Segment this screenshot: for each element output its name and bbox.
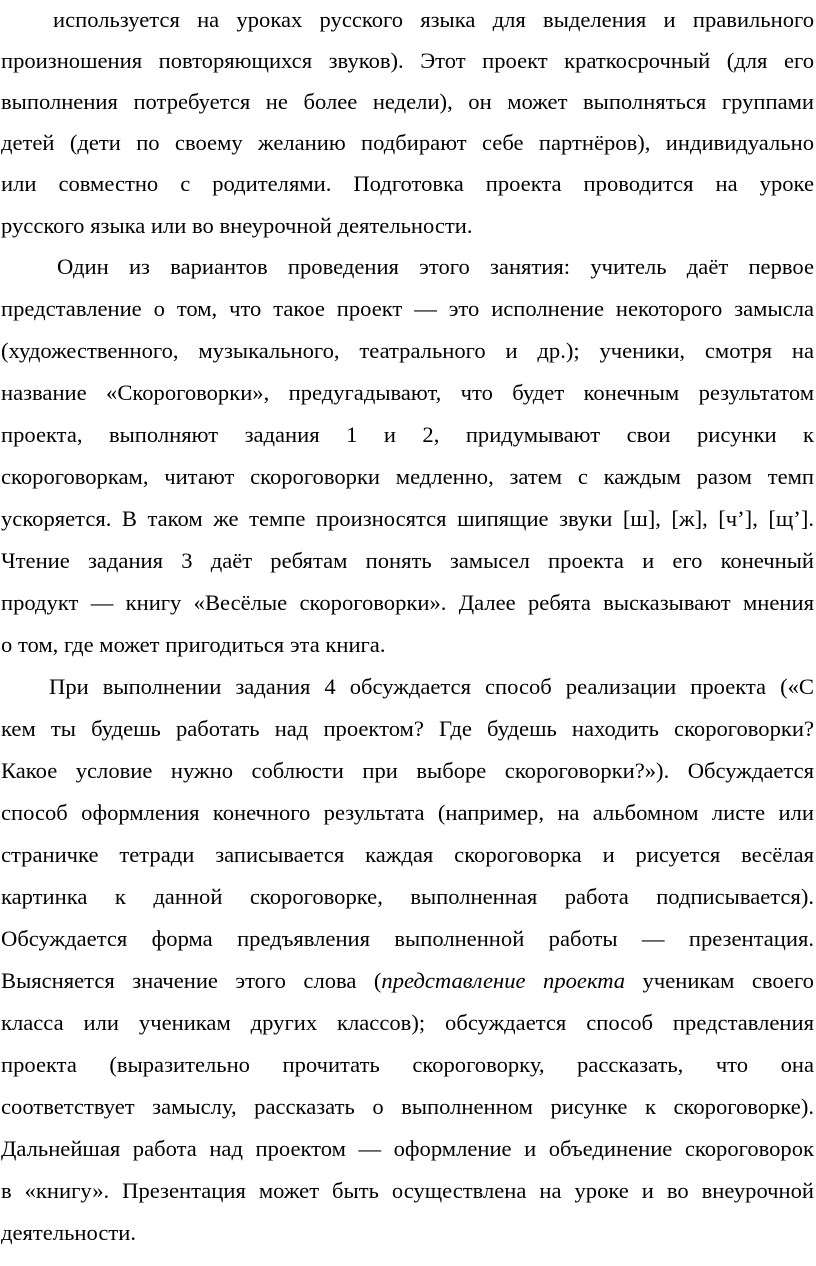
- text-line: продукт — книгу «Весёлые скороговорки». Далее ребята высказывают мнения: [1, 590, 814, 615]
- text-line: [1, 960, 814, 1002]
- text-line: картинка к данной скороговорке, выполненная работа подписывается).: [1, 884, 814, 909]
- text-line: страничке тетради записывается каждая скороговорка и рисуется весёлая: [1, 842, 814, 867]
- text-line: проекта (выразительно прочитать скороговорку, рассказать, что она: [1, 1052, 814, 1077]
- text-line: деятельности.: [1, 1220, 136, 1245]
- text-line: Один из вариантов проведения этого занятия: учитель даёт первое: [57, 254, 814, 279]
- text-line: класса или ученикам других классов); обсуждается способ представления: [1, 1010, 814, 1035]
- text-line: название «Скороговорки», предугадывают, что будет конечным результатом: [1, 380, 814, 405]
- text-line: Дальнейшая работа над проектом — оформление и объединение скороговорок: [1, 1136, 814, 1161]
- text-line: скороговоркам, читают скороговорки медленно, затем с каждым разом темп: [1, 464, 814, 489]
- text-line: При выполнении задания 4 обсуждается способ реализации проекта («С: [49, 674, 814, 699]
- text-line: кем ты будешь работать над проектом? Где будешь находить скороговорки?: [1, 716, 814, 741]
- text-line: в «книгу». Презентация может быть осуществлена на уроке и во внеурочной: [1, 1178, 814, 1203]
- text-line: русского языка или во внеурочной деятельности.: [1, 213, 473, 238]
- text-line: представление о том, что такое проект — это исполнение некоторого замысла: [1, 296, 814, 321]
- text-span: ученикам своего: [625, 968, 814, 993]
- text-line: Обсуждается форма предъявления выполненной работы — презентация.: [1, 926, 814, 951]
- text-line: о том, где может пригодиться эта книга.: [1, 632, 386, 657]
- text-line: проекта, выполняют задания 1 и 2, придумывают свои рисунки к: [1, 422, 814, 447]
- text-line: Чтение задания 3 даёт ребятам понять замысел проекта и его конечный: [1, 548, 814, 573]
- italic-term: представление проекта: [381, 968, 626, 993]
- text-line: используется на уроках русского языка для выделения и правильного: [53, 7, 814, 32]
- text-line: детей (дети по своему желанию подбирают себе партнёров), индивидуально: [1, 130, 814, 155]
- text-line: способ оформления конечного результата (например, на альбомном листе или: [1, 800, 814, 825]
- text-line: (художественного, музыкального, театрального и др.); ученики, смотря на: [1, 338, 814, 363]
- text-line: выполнения потребуется не более недели), он может выполняться группами: [1, 89, 814, 114]
- text-line: ускоряется. В таком же темпе произносятся шипящие звуки [ш], [ж], [ч’], [щ’].: [1, 506, 814, 531]
- text-line: или совместно с родителями. Подготовка проекта проводится на уроке: [1, 171, 814, 196]
- text-line: произношения повторяющихся звуков). Этот проект краткосрочный (для его: [1, 48, 814, 73]
- text-span: Выясняется значение этого слова (: [1, 968, 382, 993]
- text-line: Какое условие нужно соблюсти при выборе скороговорки?»). Обсуждается: [1, 758, 814, 783]
- text-line: соответствует замыслу, рассказать о выполненном рисунке к скороговорке).: [1, 1094, 814, 1119]
